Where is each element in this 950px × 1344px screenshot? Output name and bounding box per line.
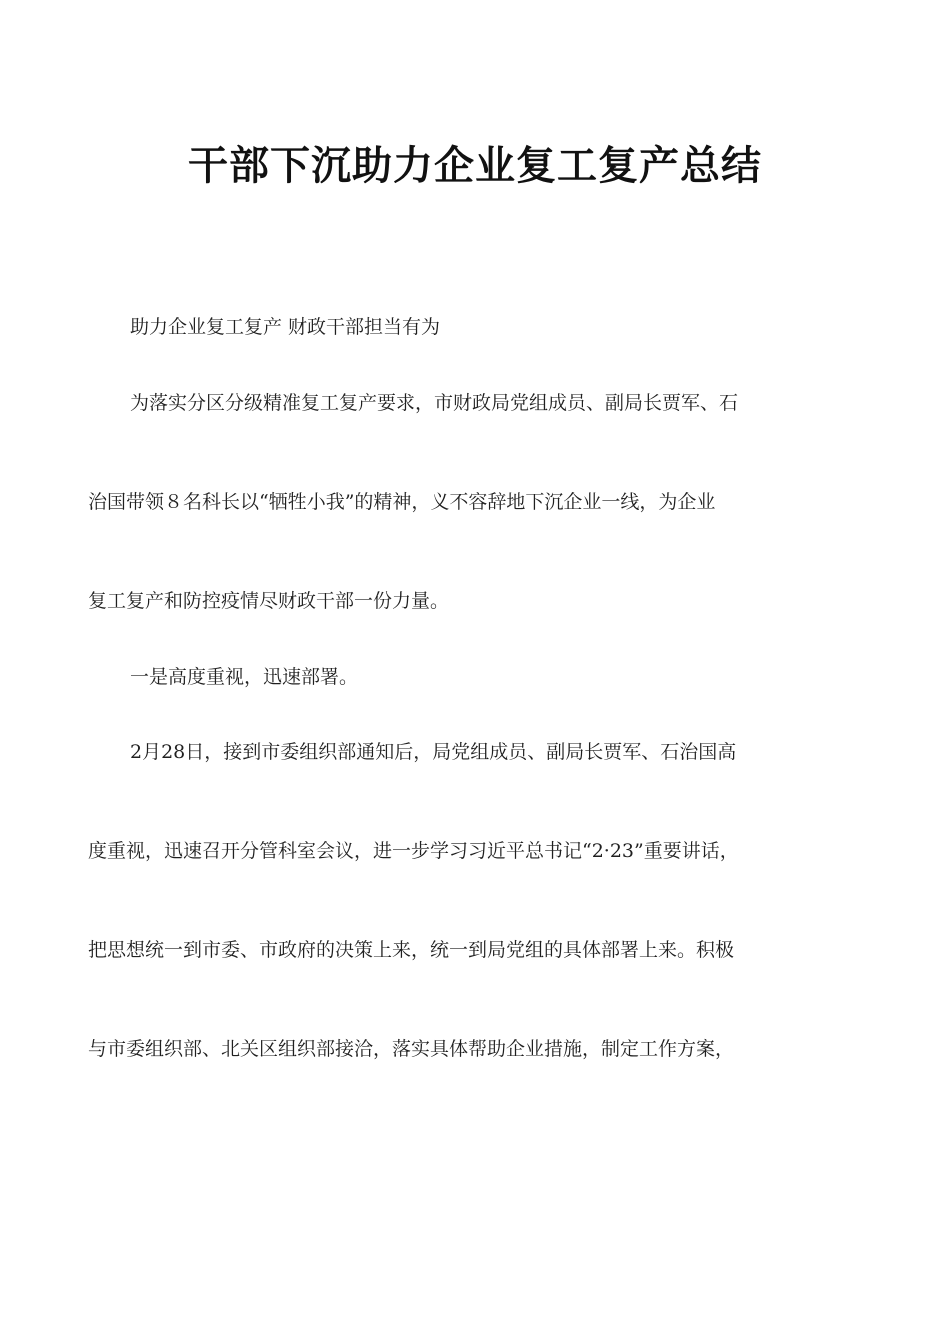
paragraph-line: 度重视，迅速召开分管科室会议，进一步学习习近平总书记“2·23”重要讲话， [88,840,739,862]
paragraph-line: 复工复产和防控疫情尽财政干部一份力量。 [88,590,450,612]
paragraph-line: 治国带领８名科长以“牺牲小我”的精神，义不容辞地下沉企业一线，为企业 [88,491,716,513]
paragraph-line: 与市委组织部、北关区组织部接洽，落实具体帮助企业措施，制定工作方案， [88,1038,735,1060]
paragraph-line: 为落实分区分级精准复工复产要求，市财政局党组成员、副局长贾军、石 [130,392,739,414]
paragraph-line: 把思想统一到市委、市政府的决策上来，统一到局党组的具体部署上来。积极 [88,939,735,961]
paragraph-line: 2月28日，接到市委组织部通知后，局党组成员、副局长贾军、石治国高 [130,741,737,763]
document-title: 干部下沉助力企业复工复产总结 [188,143,762,189]
paragraph-subheading: 助力企业复工复产 财政干部担当有为 [130,316,441,338]
section-heading: 一是高度重视，迅速部署。 [130,666,359,688]
